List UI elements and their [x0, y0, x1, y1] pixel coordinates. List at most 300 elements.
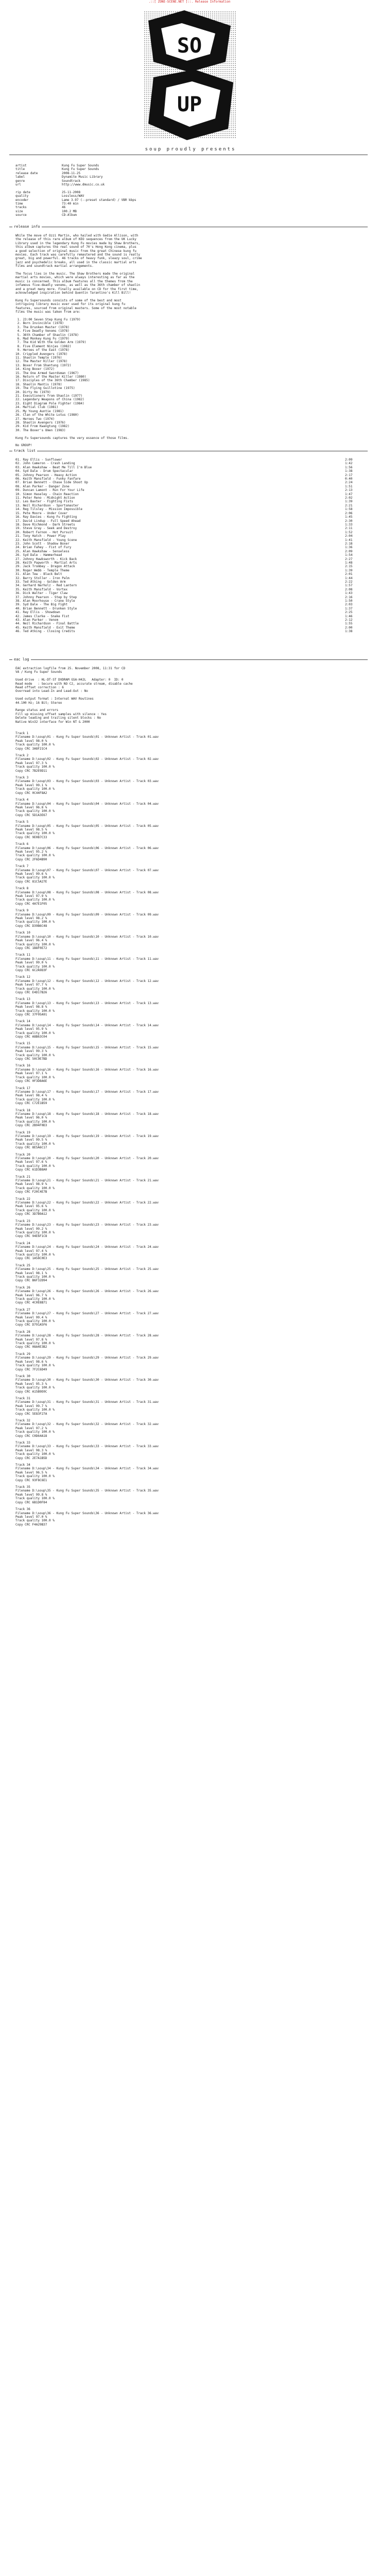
log-track-peak: Peak level 99.2 %	[15, 1227, 47, 1231]
info-key: encoder	[15, 198, 29, 202]
track-duration: 1:33	[345, 522, 353, 527]
log-track-crc: Copy CRC 08A4E3B2	[15, 1345, 47, 1349]
track-number: 08.	[15, 484, 23, 488]
track-duration: 1:38	[345, 469, 353, 473]
log-track-number: Track 27	[15, 1308, 30, 1312]
log-track-crc: Copy CRC 37F05A91	[15, 1013, 47, 1016]
log-track-number: Track 21	[15, 1175, 30, 1179]
track-row	[15, 500, 366, 503]
proudly-presents: soup proudly presents	[145, 147, 236, 152]
log-track-quality: Track quality 100.0 %	[15, 1252, 55, 1257]
track-title: Roger Webb - Temple Theme	[23, 568, 70, 572]
track-duration: 2:00	[345, 625, 353, 630]
log-track-number: Track 34	[15, 1463, 30, 1467]
track-row	[15, 630, 366, 633]
log-track-crc: Copy CRC 6C2A9D3F	[15, 968, 47, 972]
log-track-peak: Peak level 97.6 %	[15, 1160, 47, 1164]
log-track-filename: Filename D:\soup\16 - Kung Fu Super Sounds\16 - Unknown Artist - Track 16.wav	[15, 1067, 159, 1072]
track-row	[15, 512, 366, 515]
log-track-peak: Peak level 97.4 %	[15, 1249, 47, 1253]
log-track-peak: Peak level 96.7 %	[15, 1293, 47, 1297]
log-track-filename: Filename D:\soup\25 - Kung Fu Super Sounds\25 - Unknown Artist - Track 25.wav	[15, 1267, 159, 1272]
log-track-filename: Filename D:\soup\08 - Kung Fu Super Sounds\08 - Unknown Artist - Track 08.wav	[15, 890, 159, 894]
track-title: Neil Richardson - Sportsmaster	[23, 503, 79, 507]
log-track-peak: Peak level 99.0 %	[15, 961, 47, 965]
track-number: 36.	[15, 591, 23, 596]
track-number: 11.	[15, 496, 23, 500]
track-number: 21.	[15, 534, 23, 538]
track-row	[15, 618, 366, 622]
info-row	[15, 167, 366, 171]
track-number: 22.	[15, 538, 23, 542]
track-title: Brian Bennett - Drunken Style	[23, 606, 77, 611]
log-track-block	[15, 1153, 366, 1172]
log-track-number: Track 16	[15, 1064, 30, 1068]
track-duration: 2:18	[345, 541, 353, 546]
track-row	[15, 580, 366, 584]
info-value: 25-11-2008	[62, 190, 81, 194]
info-row	[15, 179, 366, 183]
log-track-quality: Track quality 100.0 %	[15, 1230, 55, 1234]
log-track-number: Track 11	[15, 953, 30, 957]
log-track-block	[15, 1087, 366, 1106]
log-track-number: Track 8	[15, 887, 29, 891]
log-track-block	[15, 1020, 366, 1039]
log-track-quality: Track quality 100.0 %	[15, 1342, 55, 1346]
track-number: 43.	[15, 618, 23, 622]
soup-ascii-logo	[138, 5, 241, 144]
track-row	[15, 611, 366, 614]
track-title: Alan Hawkshaw - Senseless	[23, 549, 70, 553]
track-row	[15, 473, 366, 477]
track-number: 16.	[15, 515, 23, 519]
log-track-block	[15, 1375, 366, 1394]
track-row	[15, 485, 366, 488]
log-track-peak: Peak level 97.8 %	[15, 1337, 47, 1342]
info-value: 73:40 min	[62, 202, 79, 206]
log-track-filename: Filename D:\soup\32 - Kung Fu Super Sounds\32 - Unknown Artist - Track 32.wav	[15, 1422, 159, 1427]
log-track-number: Track 19	[15, 1130, 30, 1134]
log-track-block	[15, 953, 366, 972]
log-track-peak: Peak level 98.1 %	[15, 1271, 47, 1275]
track-duration: 1:48	[345, 561, 353, 565]
log-track-filename: Filename D:\soup\10 - Kung Fu Super Sounds\10 - Unknown Artist - Track 10.wav	[15, 935, 159, 939]
log-track-number: Track 24	[15, 1241, 30, 1245]
info-key: genre	[15, 179, 25, 183]
track-duration: 2:25	[345, 611, 353, 615]
log-track-crc: Copy CRC 0F3D8A6E	[15, 1079, 47, 1083]
log-track-crc: Copy CRC 5E83F27A	[15, 1412, 47, 1416]
track-duration: 1:45	[345, 515, 353, 519]
log-track-crc: Copy CRC 0C44F8A2	[15, 791, 47, 795]
track-number: 07.	[15, 481, 23, 485]
log-track-number: Track 3	[15, 776, 29, 780]
log-track-crc: Copy CRC 1B8F0E72	[15, 946, 47, 950]
log-track-peak: Peak level 99.5 %	[15, 1138, 47, 1142]
track-duration: 2:22	[345, 580, 353, 584]
log-track-crc: Copy CRC 2F6D4B90	[15, 857, 47, 861]
log-track-filename: Filename D:\soup\05 - Kung Fu Super Sounds\05 - Unknown Artist - Track 05.wav	[15, 824, 159, 828]
track-title: Keith Mansfield - Exit Theme	[23, 625, 75, 630]
log-track-number: Track 28	[15, 1330, 30, 1334]
log-track-peak: Peak level 97.3 %	[15, 761, 47, 765]
track-title: David Lindup - Full Speed Ahead	[23, 519, 81, 523]
info-key: quality	[15, 194, 29, 198]
track-row	[15, 534, 366, 538]
track-row	[15, 504, 366, 507]
log-track-quality: Track quality 100.0 %	[15, 876, 55, 880]
log-track-number: Track 23	[15, 1219, 30, 1223]
log-track-crc: Copy CRC 1A58C0E3	[15, 1257, 47, 1261]
log-track-filename: Filename D:\soup\02 - Kung Fu Super Sounds\02 - Unknown Artist - Track 02.wav	[15, 757, 159, 761]
log-track-filename: Filename D:\soup\33 - Kung Fu Super Sounds\33 - Unknown Artist - Track 33.wav	[15, 1445, 159, 1449]
track-duration: 1:41	[345, 538, 353, 542]
log-track-number: Track 29	[15, 1352, 30, 1356]
log-track-crc: Copy CRC 9E0B7C33	[15, 835, 47, 839]
track-row	[15, 477, 366, 481]
track-title: John Cameron - Crash Landing	[23, 462, 75, 466]
track-row	[15, 458, 366, 462]
track-number: 29.	[15, 565, 23, 569]
track-number: 41.	[15, 611, 23, 615]
log-track-crc: Copy CRC 3D7B9A12	[15, 1212, 47, 1216]
log-tracks	[15, 732, 366, 1530]
track-duration: 2:03	[345, 603, 353, 607]
log-track-block	[15, 1507, 366, 1527]
log-track-block	[15, 909, 366, 928]
info-key: title	[15, 167, 25, 172]
log-track-peak: Peak level 98.6 %	[15, 1360, 47, 1364]
track-duration: 1:39	[345, 568, 353, 572]
log-track-block	[15, 776, 366, 795]
track-number: 42.	[15, 614, 23, 618]
log-track-crc: Copy CRC E4D17B26	[15, 990, 47, 994]
track-row	[15, 527, 366, 530]
log-track-number: Track 1	[15, 732, 29, 735]
track-title: Robert Farnon - Hot Pursuit	[23, 530, 73, 534]
track-row	[15, 531, 366, 534]
track-row	[15, 538, 366, 542]
log-track-peak: Peak level 96.5 %	[15, 1470, 47, 1475]
log-track-crc: Copy CRC 5D1A3E67	[15, 813, 47, 817]
info-key: source	[15, 213, 27, 217]
track-duration: 0:40	[345, 477, 353, 481]
log-track-crc: Copy CRC 4A7E1F05	[15, 902, 47, 906]
info-row	[15, 172, 366, 175]
log-track-filename: Filename D:\soup\20 - Kung Fu Super Sounds\20 - Unknown Artist - Track 20.wav	[15, 1157, 159, 1160]
info-value: CD-Album	[62, 213, 77, 217]
log-track-peak: Peak level 98.3 %	[15, 1448, 47, 1452]
log-track-quality: Track quality 100.0 %	[15, 743, 55, 747]
track-row	[15, 557, 366, 561]
track-number: 25.	[15, 549, 23, 553]
release-info-table	[15, 164, 366, 217]
track-title: Ray Davies - Kung Fu Fighting	[23, 515, 77, 519]
track-duration: 1:42	[345, 462, 353, 466]
track-row	[15, 622, 366, 625]
log-track-quality: Track quality 100.0 %	[15, 1386, 55, 1390]
track-duration: 2:15	[345, 565, 353, 569]
track-row	[15, 588, 366, 591]
track-number: 24.	[15, 546, 23, 550]
log-track-quality: Track quality 100.0 %	[15, 1009, 55, 1013]
track-number: 06.	[15, 477, 23, 481]
log-track-block	[15, 1397, 366, 1416]
info-key: url	[15, 183, 21, 187]
track-number: 46.	[15, 630, 23, 634]
track-title: Simon Haseley - Chain Reaction	[23, 492, 79, 496]
track-title: Johnny Hawksworth - Kick Back	[23, 557, 77, 561]
track-title: Ted Atking - Golden Arm	[23, 580, 66, 584]
track-title: Ted Atking - Closing Credits	[23, 630, 75, 634]
log-track-quality: Track quality 100.0 %	[15, 1142, 55, 1146]
track-title: Brian Bennett - Chase Side Shoot Up	[23, 481, 88, 485]
log-track-number: Track 2	[15, 754, 29, 758]
track-number: 32.	[15, 576, 23, 580]
track-number: 40.	[15, 606, 23, 611]
track-number: 05.	[15, 473, 23, 477]
log-track-quality: Track quality 100.0 %	[15, 1364, 55, 1368]
log-track-peak: Peak level 99.7 %	[15, 1404, 47, 1408]
track-duration: 2:12	[345, 618, 353, 622]
track-row	[15, 603, 366, 606]
log-track-number: Track 22	[15, 1197, 30, 1201]
track-number: 28.	[15, 561, 23, 565]
log-track-block	[15, 1242, 366, 1261]
log-track-crc: Copy CRC A15B9E0C	[15, 1389, 47, 1394]
track-row	[15, 591, 366, 595]
log-track-crc: Copy CRC 94E6F1C8	[15, 1234, 47, 1239]
log-track-filename: Filename D:\soup\23 - Kung Fu Super Sounds\23 - Unknown Artist - Track 23.wav	[15, 1223, 159, 1227]
log-track-number: Track 32	[15, 1418, 30, 1422]
log-track-block	[15, 754, 366, 773]
track-duration: 1:44	[345, 576, 353, 580]
log-frame	[9, 659, 368, 660]
log-track-number: Track 7	[15, 865, 29, 869]
log-track-filename: Filename D:\soup\28 - Kung Fu Super Sounds\28 - Unknown Artist - Track 28.wav	[15, 1334, 159, 1338]
track-row	[15, 565, 366, 568]
log-track-quality: Track quality 100.0 %	[15, 1408, 55, 1412]
log-track-number: Track 36	[15, 1507, 30, 1512]
log-track-filename: Filename D:\soup\36 - Kung Fu Super Sounds\36 - Unknown Artist - Track 36.wav	[15, 1511, 159, 1515]
log-track-quality: Track quality 100.0 %	[15, 809, 55, 814]
log-track-block	[15, 1175, 366, 1194]
log-track-quality: Track quality 100.0 %	[15, 1475, 55, 1479]
track-duration: 2:24	[345, 481, 353, 485]
track-duration: 2:01	[345, 572, 353, 577]
info-value: Lame 3.97 (--preset standard) / VBR kbps	[62, 198, 136, 202]
log-track-crc: Copy CRC F20C4E7B	[15, 1190, 47, 1194]
svg-text:UP: UP	[177, 93, 202, 116]
track-row	[15, 546, 366, 549]
track-row	[15, 569, 366, 572]
log-track-quality: Track quality 100.0 %	[15, 1319, 55, 1324]
track-number: 30.	[15, 568, 23, 572]
log-track-number: Track 9	[15, 909, 29, 913]
log-track-quality: Track quality 100.0 %	[15, 920, 55, 924]
log-track-peak: Peak level 99.1 %	[15, 783, 47, 787]
track-row	[15, 519, 366, 523]
log-track-number: Track 26	[15, 1285, 30, 1290]
log-track-block	[15, 1463, 366, 1482]
track-duration: 1:36	[345, 546, 353, 550]
track-row	[15, 572, 366, 576]
log-track-filename: Filename D:\soup\12 - Kung Fu Super Sounds\12 - Unknown Artist - Track 12.wav	[15, 979, 159, 983]
log-track-block	[15, 887, 366, 906]
log-track-crc: Copy CRC C0D64A18	[15, 1434, 47, 1438]
info-key: release date	[15, 171, 38, 175]
track-title: Jack Trombey - Dragon Attack	[23, 565, 75, 569]
track-row	[15, 507, 366, 511]
log-track-quality: Track quality 100.0 %	[15, 1275, 55, 1279]
log-track-filename: Filename D:\soup\31 - Kung Fu Super Sounds\31 - Unknown Artist - Track 31.wav	[15, 1400, 159, 1404]
track-row	[15, 553, 366, 557]
info-key: tracks	[15, 206, 27, 210]
track-title: Barry Stoller - Iron Palm	[23, 576, 70, 580]
log-track-peak: Peak level 99.6 %	[15, 872, 47, 876]
log-track-filename: Filename D:\soup\24 - Kung Fu Super Sounds\24 - Unknown Artist - Track 24.wav	[15, 1245, 159, 1249]
log-track-number: Track 20	[15, 1153, 30, 1157]
log-track-peak: Peak level 98.9 %	[15, 1182, 47, 1187]
log-track-block	[15, 1219, 366, 1239]
log-track-peak: Peak level 97.7 %	[15, 983, 47, 987]
log-track-filename: Filename D:\soup\07 - Kung Fu Super Sounds\07 - Unknown Artist - Track 07.wav	[15, 868, 159, 872]
log-track-block	[15, 931, 366, 950]
track-number: 02.	[15, 462, 23, 466]
log-track-quality: Track quality 100.0 %	[15, 1164, 55, 1168]
log-track-number: Track 14	[15, 1020, 30, 1024]
track-duration: 1:52	[345, 530, 353, 534]
log-track-crc: Copy CRC 3A8F21C4	[15, 747, 47, 751]
log-track-crc: Copy CRC 8E5A6C17	[15, 1146, 47, 1150]
track-row	[15, 577, 366, 580]
track-title: Gerhard Narholz - Red Lantern	[23, 584, 77, 588]
log-track-number: Track 31	[15, 1396, 30, 1400]
log-track-quality: Track quality 100.0 %	[15, 987, 55, 991]
log-track-peak: Peak level 96.8 %	[15, 805, 47, 809]
log-track-quality: Track quality 100.0 %	[15, 832, 55, 836]
track-row	[15, 561, 366, 565]
log-track-number: Track 10	[15, 931, 30, 935]
log-track-filename: Filename D:\soup\06 - Kung Fu Super Sounds\06 - Unknown Artist - Track 06.wav	[15, 846, 159, 850]
info-value: http://www.dmusic.co.uk	[62, 183, 105, 187]
log-track-crc: Copy CRC 93F8C6E1	[15, 1478, 47, 1482]
log-track-peak: Peak level 98.0 %	[15, 739, 47, 743]
log-track-filename: Filename D:\soup\15 - Kung Fu Super Sounds\15 - Unknown Artist - Track 15.wav	[15, 1045, 159, 1049]
svg-text:SO: SO	[177, 34, 202, 58]
log-track-filename: Filename D:\soup\01 - Kung Fu Super Sounds\01 - Unknown Artist - Track 01.wav	[15, 735, 159, 739]
track-number: 17.	[15, 519, 23, 523]
log-track-filename: Filename D:\soup\09 - Kung Fu Super Sounds\09 - Unknown Artist - Track 09.wav	[15, 912, 159, 917]
log-track-quality: Track quality 100.0 %	[15, 1075, 55, 1079]
info-value: 100.2 MB	[62, 209, 77, 213]
info-value: Kung Fu Super Sounds	[62, 167, 99, 172]
track-title: Keith Mansfield - Young Scene	[23, 538, 77, 542]
top-banner: .::[ ZONE-SCENE.NET ]::. Release Information	[148, 0, 231, 4]
info-row	[15, 183, 366, 187]
track-row	[15, 462, 366, 465]
log-track-block	[15, 1352, 366, 1371]
track-number: 38.	[15, 599, 23, 603]
info-key: label	[15, 175, 25, 179]
log-track-filename: Filename D:\soup\30 - Kung Fu Super Sounds\30 - Unknown Artist - Track 30.wav	[15, 1378, 159, 1382]
info-row	[15, 191, 366, 194]
log-track-filename: Filename D:\soup\17 - Kung Fu Super Sounds\17 - Unknown Artist - Track 17.wav	[15, 1090, 159, 1094]
info-value: Lossless/WAV	[62, 194, 84, 198]
track-duration: 2:21	[345, 503, 353, 507]
track-number: 23.	[15, 541, 23, 546]
info-key: artist	[15, 164, 27, 167]
track-duration: 2:13	[345, 488, 353, 493]
track-title: Syd Dale - Drum Spectacular	[23, 469, 73, 473]
log-track-peak: Peak level 98.2 %	[15, 917, 47, 921]
log-track-crc: Copy CRC 61D3B8A0	[15, 1168, 47, 1172]
log-track-quality: Track quality 100.0 %	[15, 1430, 55, 1434]
track-title: Alan Parker - Danger Zone	[23, 484, 70, 488]
log-track-block	[15, 1197, 366, 1216]
track-title: Alan Moorhouse - Crane Style	[23, 599, 75, 603]
log-track-peak: Peak level 97.9 %	[15, 894, 47, 899]
info-row	[15, 202, 366, 206]
track-number: 15.	[15, 511, 23, 515]
log-track-crc: Copy CRC D39B6C48	[15, 924, 47, 928]
log-track-quality: Track quality 100.0 %	[15, 1452, 55, 1456]
log-track-crc: Copy CRC 7F2C6D49	[15, 1367, 47, 1371]
track-duration: 1:50	[345, 599, 353, 603]
info-value: Dynamite Music Library	[62, 175, 103, 179]
log-track-number: Track 15	[15, 1042, 30, 1046]
log-track-block	[15, 732, 366, 751]
track-duration: 2:09	[345, 458, 353, 462]
info-row	[15, 194, 366, 198]
track-number: 35.	[15, 587, 23, 591]
track-title: Syd Dale - The Big Fight	[23, 603, 68, 607]
track-title: Pete Moore - Under Cover	[23, 511, 68, 515]
track-duration: 2:30	[345, 519, 353, 523]
track-duration: 2:09	[345, 549, 353, 553]
log-track-number: Track 5	[15, 820, 29, 824]
log-track-crc: Copy CRC B6F32D94	[15, 1279, 47, 1283]
track-title: Neil Richardson - Final Battle	[23, 622, 79, 626]
track-number: 39.	[15, 603, 23, 607]
track-duration: 1:51	[345, 484, 353, 488]
log-track-block	[15, 1441, 366, 1460]
track-number: 10.	[15, 492, 23, 496]
track-number: 20.	[15, 530, 23, 534]
log-track-peak: Peak level 95.6 %	[15, 1205, 47, 1209]
log-track-number: Track 6	[15, 842, 29, 846]
log-track-number: Track 30	[15, 1374, 30, 1378]
tracklist-label: track list	[12, 449, 37, 453]
log-track-block	[15, 1308, 366, 1327]
info-value: 2008-11-25	[62, 171, 81, 175]
info-row	[15, 175, 366, 179]
track-title: Tony Hatch - Power Play	[23, 534, 66, 538]
track-title: Alan Parker - Venom	[23, 618, 59, 622]
track-title: Syd Dale - Hammerhead	[23, 553, 62, 557]
track-row	[15, 584, 366, 587]
svg-text:SOUP: SOUP	[188, 143, 191, 144]
release-info-text: While the move of Ozzi Martin, who hailed with Gedie Allison, with the release of this rare album of KEO sequences from the UK Lucky Library used in the legendary Kung Fu movies made by Shaw Brothers, this album captures the real sound of 70's Hong Kong cinema, plus a good selection of original music from the great Chinese kung fu movies. Each track was carefully remastered and the sound is really great, big and powerful. 46 tracks of heavy funk, sleazy soul, crime jazz and psychedelic breaks, all used in the classic martial arts films and soundtrack martial arrangements. The focus lies in the music. The Shaw Brothers made the original martial arts movies, which were always interesting as far as the music is concerned. This album features all the themes from the infamous five-deadly venoms, as well as the 36th chamber of shaolin and a great many more. Finally available on CD for the first time, acknowledged inspiration behind Quentin Tarantino's Kill Bill! Kung Fu Supersounds consists of some of the best and most intriguing library music ever used for its original kung fu features, sourced from original masters. Some of the most notable films the music was taken from are: 1. 23:00 Seven Step Kung Fu (1979) 2. Born Invincible (1978) 3. The Drunken Master (1978) 4. Five Deadly Venoms (1978) 5. 36th Chamber of Shaolin (1978) 6. Mad Monkey Kung Fu (1979) 7. The Kid With the Golden Arm (1979) 8. Five Element Ninjas (1982) 9. Heroes of the East (1978) 10. Crippled Avengers (1978) 11. Shaolin Temple (1976) 12. The Master Killer (1978) 13. Boxer From Shantung (1972) 14. King Boxer (1972) 15. The One Armed Swordsman (1967) 16. Return of the Master Killer (1980) 17. Disciples of the 36th Chamber (1985) 18. Shaolin Mantis (1978) 19. The Flying Guillotine (1975) 20. Dirty Ho (1979) 21. Executioners from Shaolin (1977) 22. Legendary Weapons of China (1982) 23. Eight Diagram Pole Fighter (1984) 24. Martial Club (1981) 25. My Young Auntie (1981) 26. Clan of the White Lotus (1980) 27. Heroes Two (1974) 28. Shaolin Avengers (1976) 29. Kid From Kwangtung (1982) 30. The Boxer's Omen (1983) Kung Fu Supersounds captures the very essence of those films. No GROUP!	[15, 234, 142, 448]
log-track-peak: Peak level 99.8 %	[15, 1493, 47, 1497]
track-row	[15, 626, 366, 630]
log-track-block	[15, 1485, 366, 1504]
log-track-crc: Copy CRC 50C9E7BD	[15, 1057, 47, 1061]
log-track-quality: Track quality 100.0 %	[15, 1097, 55, 1101]
log-track-quality: Track quality 100.0 %	[15, 1297, 55, 1301]
info-row	[15, 164, 366, 167]
track-title: Keith Mansfield - Vortex	[23, 587, 68, 591]
